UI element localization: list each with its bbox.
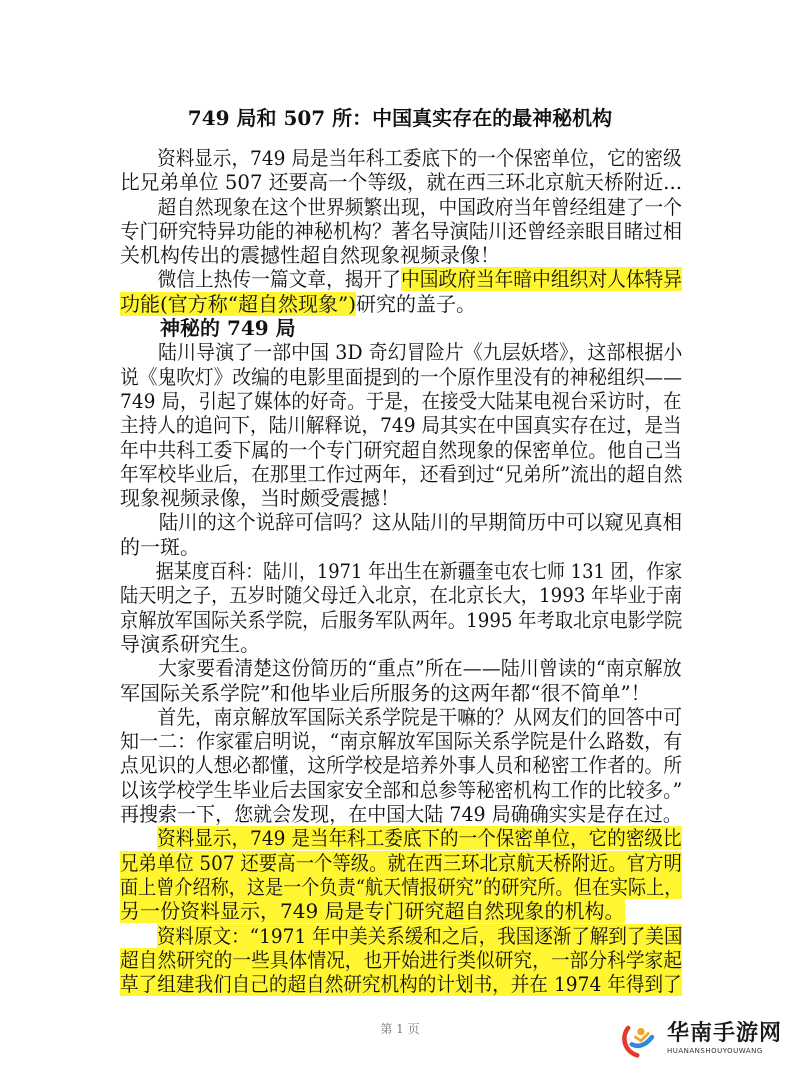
text-segment: 专门研究特异功能的神秘机构？著名导演陆川还曾经亲眼目睹过相: [120, 218, 683, 243]
text-segment: 陆川的这个说辞可信吗？这从陆川的早期简历中可以窥见真相: [158, 510, 683, 535]
text-line: [120, 364, 683, 389]
text-line: [120, 802, 682, 827]
text-line: [120, 292, 682, 316]
text-segment: 研究的盖子。: [356, 291, 477, 316]
text-segment: 关机构传出的震撼性超自然现象视频录像！: [120, 243, 500, 268]
text-line: [120, 607, 683, 632]
text-line: [120, 899, 682, 923]
text-line: [120, 388, 682, 413]
text-line: [120, 340, 683, 365]
text-line: [120, 243, 682, 267]
watermark-name-en: HUANANSHOUYOUWANG: [666, 1046, 763, 1055]
text-segment: 资料显示，749 局是当年科工委底下的一个保密单位，它的密级: [157, 146, 682, 170]
text-segment: 导演系研究生。: [120, 631, 260, 656]
text-line: [120, 583, 683, 608]
text-segment: 超自然现象在这个世界频繁出现，中国政府当年曾经组建了一个: [157, 194, 683, 219]
text-segment: 据某度百科：陆川，1971 年出生在新疆奎屯农七师 131 团，作家: [155, 559, 683, 584]
highlighted-text: 功能(官方称“超自然现象”): [120, 291, 357, 316]
text-line: [120, 437, 683, 462]
text-line: [120, 704, 683, 729]
text-line: [120, 413, 682, 438]
text-line: [120, 923, 683, 948]
text-line: [120, 170, 682, 195]
text-segment: 首先，南京解放军国际关系学院是干嘛的？从网友们的回答中可: [157, 704, 683, 729]
section-heading: [120, 316, 682, 340]
highlighted-text: 草了组建我们自己的超自然研究机构的计划书，并在 1974 年得到了: [120, 972, 682, 997]
text-line: [120, 267, 683, 292]
text-line: [120, 826, 682, 851]
text-segment: 军国际关系学院”和他毕业后所服务的这两年都“很不简单”！: [120, 680, 651, 705]
text-line: [120, 535, 682, 559]
highlighted-text: 资料显示，749 是当年科工委底下的一个保密单位，它的密级比: [157, 826, 682, 851]
highlighted-text: 面上曾介绍称，这是一个负责“航天情报研究”的研究所。但在实际上，: [120, 874, 683, 899]
text-line: [120, 874, 683, 899]
text-line: [120, 972, 682, 997]
text-segment: 以该学校学生毕业后去国家安全部和总参等秘密机构工作的比较多。”: [120, 777, 683, 802]
text-line: [120, 729, 683, 754]
text-segment: 年军校毕业后，在那里工作过两年，还看到过“兄弟所”流出的超自然: [120, 461, 683, 486]
highlighted-text: 兄弟单位 507 还要高一个等级。就在西三环北京航天桥附近。官方明: [120, 850, 682, 875]
text-segment: 749 局，引起了媒体的好奇。于是，在接受大陆某电视台采访时，在: [120, 388, 682, 413]
text-segment: 年中共科工委下属的一个专门研究超自然现象的保密单位。他自己当: [120, 437, 683, 462]
text-segment: 大家要看清楚这份简历的“重点”所在——陆川曾读的“南京解放: [158, 656, 682, 681]
text-segment: 陆天明之子，五岁时随父母迁入北京，在北京长大，1993 年毕业于南: [120, 583, 683, 608]
text-segment: 神秘的 749 局: [160, 316, 296, 341]
text-segment: 的一斑。: [120, 534, 200, 559]
text-segment: 知一二：作家霍启明说，“南京解放军国际关系学院是什么路数，有: [120, 729, 683, 754]
text-line: [120, 194, 683, 219]
page-number: 第 1 页: [380, 1022, 420, 1036]
document-title: 749 局和 507 所：中国真实存在的最神秘机构: [187, 106, 613, 130]
highlighted-text: 中国政府当年暗中组织对人体特异: [401, 267, 683, 292]
text-line: [120, 218, 683, 243]
text-line: [120, 461, 683, 486]
text-segment: 微信上热传一篇文章，揭开了: [157, 267, 402, 292]
text-line: [120, 777, 683, 802]
text-line: [120, 850, 682, 875]
text-line: [120, 947, 683, 972]
text-segment: 现象视频录像，当时颇受震撼！: [120, 486, 400, 511]
text-segment: 比兄弟单位 507 还要高一个等级，就在西三环北京航天桥附近...: [120, 170, 682, 195]
highlighted-text: 另一份资料显示，749 局是专门研究超自然现象的机构。: [120, 899, 625, 924]
text-line: [120, 559, 683, 584]
watermark-logo: [619, 1017, 782, 1059]
text-segment: 再搜索一下，您就会发现，在中国大陆 749 局确确实实是存在过。: [120, 802, 682, 827]
text-line: [120, 632, 682, 656]
logo-mark-icon: [619, 1017, 661, 1059]
text-line: [120, 510, 683, 535]
text-line: [120, 681, 682, 705]
text-line: [120, 656, 682, 681]
text-line: [120, 753, 683, 778]
text-segment: 点见识的人想必都懂，这所学校是培养外事人员和秘密工作者的。所: [120, 753, 683, 778]
text-segment: 陆川导演了一部中国 3D 奇幻冒险片《九层妖塔》，这部根据小: [158, 340, 683, 365]
text-line: [120, 486, 682, 510]
watermark-name-cn: 华南手游网: [666, 1020, 782, 1046]
text-line: [120, 146, 682, 170]
text-segment: 说《鬼吹灯》改编的电影里面提到的一个原作里没有的神秘组织——: [120, 364, 683, 389]
highlighted-text: 超自然研究的一些具体情况，也开始进行类似研究，一部分科学家起: [120, 947, 683, 972]
document-body: [120, 146, 682, 996]
text-segment: 京解放军国际关系学院，后服务军队两年。1995 年考取北京电影学院: [120, 607, 683, 632]
highlighted-text: 资料原文：“1971 年中美关系缓和之后，我国逐渐了解到了美国: [157, 923, 683, 948]
text-segment: 主持人的追问下，陆川解释说，749 局其实在中国真实存在过，是当: [120, 413, 682, 438]
